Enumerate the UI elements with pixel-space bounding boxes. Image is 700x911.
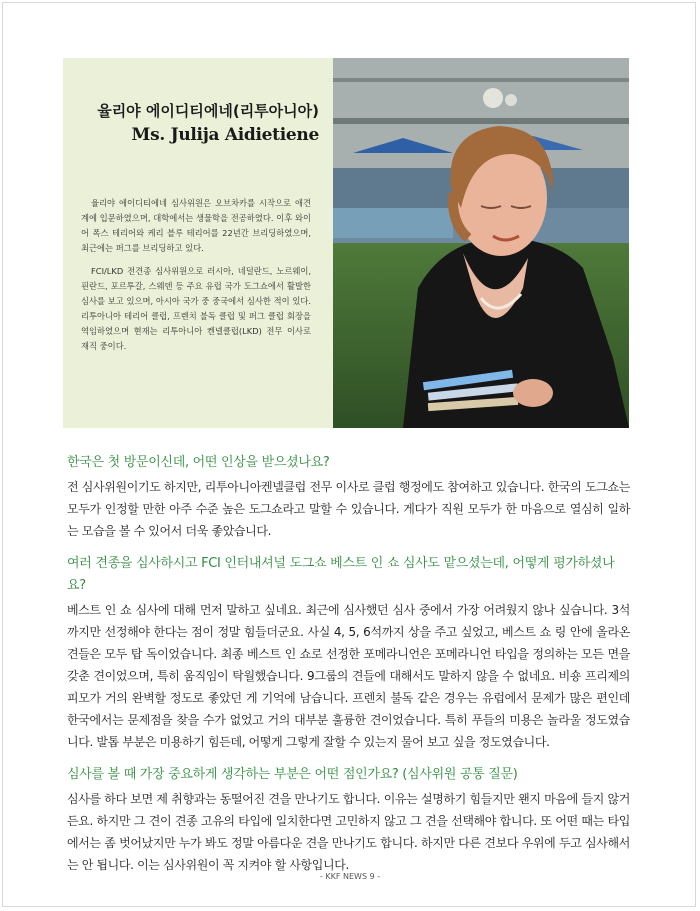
bio-paragraph: 율리야 에이디티에네 심사위원은 오브차카를 시작으로 애견계에 입문하였으며, 대학에서는 생물학을 전공하였다. 이후 와이어 폭스 테리어와 케리 블루 테리어를 22년간 브리딩하였으며, 최근에는 퍼그를 브리딩하고 있다. bbox=[81, 198, 311, 253]
bio-paragraph: FCI/LKD 전견종 심사위원으로 러시아, 네덜란드, 노르웨이, 핀란드, 포르투갈, 스웨덴 등 주요 유럽 국가 도그쇼에서 활발한 심사를 보고 있으며, 아시아 국가 중 중국에서 심사한 적이 있다. 리투아니아 테리어 클럽, 프렌치 불독 클럽 및 퍼그 클럽 회장을 역임하였으며 현재는 리투아니아 켄넬클럽(LKD) 전무 이사로 재직 중이다. bbox=[81, 266, 311, 351]
judge-photo bbox=[333, 58, 629, 428]
interview-question: 심사를 볼 때 가장 중요하게 생각하는 부분은 어떤 점인가요? (심사위원 공통 질문) bbox=[67, 767, 518, 782]
judge-name-english: Ms. Julija Aidietiene bbox=[131, 125, 319, 145]
interview-question: 여러 견종을 심사하시고 FCI 인터내셔널 도그쇼 베스트 인 쇼 심사도 맡으셨는데, 어떻게 평가하셨나요? bbox=[67, 556, 615, 593]
page-footer: - KKF NEWS 9 - bbox=[319, 872, 381, 881]
interview-answer: 베스트 인 쇼 심사에 대해 먼저 말하고 싶네요. 최근에 심사했던 심사 중에서 가장 어려웠지 않나 싶습니다. 3석까지만 선정해야 한다는 점이 정말 힘들더군요. 사실 4, 5, 6석까지 상을 주고 싶었고, 베스트 쇼 링 안에 올라온 견들은 모두 탑 독이었습니다. 최종 베스트 인 쇼로 선정한 포메라니언은 포메라니언 타입을 정의하는 모든 면을 갖춘 견이었으며, 특히 움직임이 탁월했습니다. 9그룹의 견들에 대해서도 말하지 않을 수 없네요. 비숑 프리제의 피모가 거의 완벽할 정도로 좋았던 게 기억에 남습니다. 프렌치 불독 같은 경우는 유럽에서 문제가 많은 편인데 한국에서는 문제점을 찾을 수가 없었고 거의 대부분 훌륭한 견이었습니다. 특히 푸들의 미용은 놀라울 정도였습니다. 발톱 부분은 미용하기 힘든데, 어떻게 그렇게 잘할 수 있는지 물어 보고 싶을 정도였습니다. bbox=[67, 603, 630, 749]
judge-name-korean: 율리야 에이디티에네(리투아니아) bbox=[97, 102, 319, 120]
profile-box bbox=[63, 58, 333, 428]
interview-answer: 심사를 하다 보면 제 취향과는 동떨어진 견을 만나기도 합니다. 이유는 설명하기 힘들지만 왠지 마음에 들지 않거든요. 하지만 그 견이 견종 고유의 타입에 일치한다면 고민하지 않고 그 견을 선택해야 합니다. 또 어떤 때는 타입에서는 좀 벗어났지만 누가 봐도 정말 아름다운 견을 만나기도 합니다. 하지만 다른 견보다 우위에 두고 심사해서는 안 됩니다. 이는 심사위원이 꼭 지켜야 할 사항입니다. bbox=[67, 792, 630, 872]
interview-content bbox=[67, 452, 630, 887]
judge-bio bbox=[81, 196, 311, 362]
interview-question: 한국은 첫 방문이신데, 어떤 인상을 받으셨나요? bbox=[67, 455, 330, 470]
interview-answer: 전 심사위원이기도 하지만, 리투아니아켄넬클럽 전무 이사로 클럽 행정에도 참여하고 있습니다. 한국의 도그쇼는 모두가 인정할 만한 아주 수준 높은 도그쇼라고 말할 수 있습니다. 게다가 직원 모두가 한 마음으로 열심히 일하는 모습을 볼 수 있어서 더욱 좋았습니다. bbox=[67, 480, 630, 538]
